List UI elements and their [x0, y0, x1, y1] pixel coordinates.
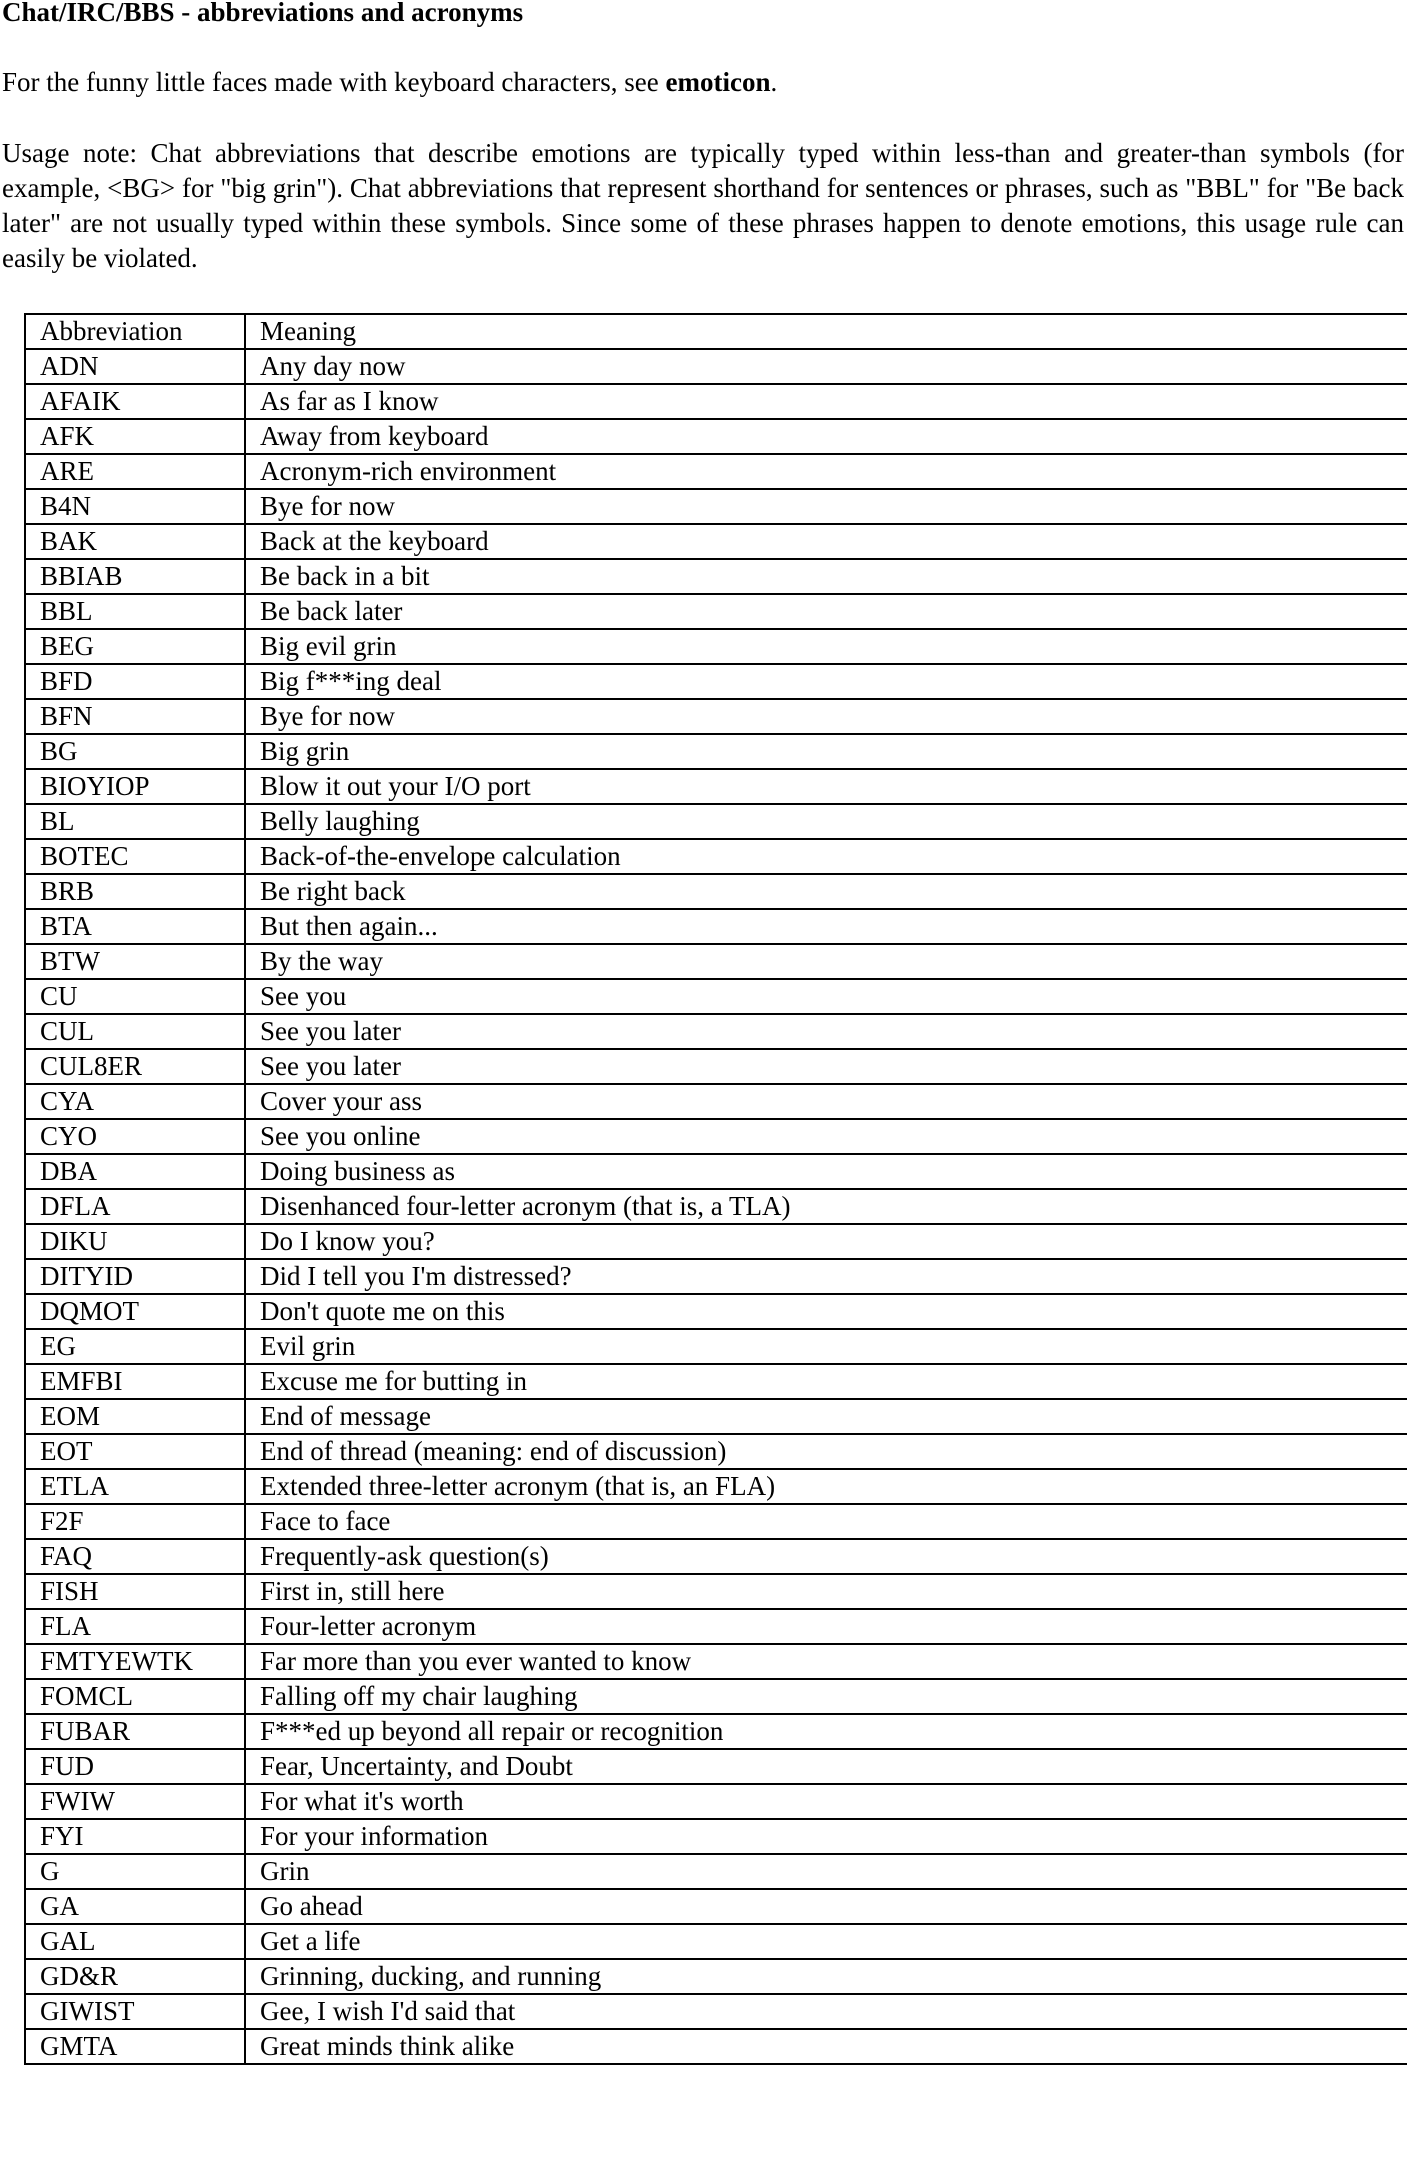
abbreviation-cell: ARE — [25, 454, 245, 489]
meaning-cell: Did I tell you I'm distressed? — [245, 1259, 1407, 1294]
table-row — [25, 1259, 1407, 1294]
table-row — [25, 1959, 1407, 1994]
intro-paragraph — [2, 64, 1402, 100]
table-row — [25, 524, 1407, 559]
meaning-cell: Any day now — [245, 349, 1407, 384]
table-row — [25, 1049, 1407, 1084]
meaning-cell: See you later — [245, 1049, 1407, 1084]
abbreviation-cell: BTW — [25, 944, 245, 979]
meaning-cell: First in, still here — [245, 1574, 1407, 1609]
table-row — [25, 629, 1407, 664]
table-row — [25, 1714, 1407, 1749]
meaning-cell: See you online — [245, 1119, 1407, 1154]
meaning-cell: Grinning, ducking, and running — [245, 1959, 1407, 1994]
abbreviation-cell: FOMCL — [25, 1679, 245, 1714]
table-row — [25, 1784, 1407, 1819]
meaning-cell: End of thread (meaning: end of discussion) — [245, 1434, 1407, 1469]
meaning-cell: Evil grin — [245, 1329, 1407, 1364]
table-row — [25, 1609, 1407, 1644]
abbreviation-cell: FWIW — [25, 1784, 245, 1819]
meaning-cell: Away from keyboard — [245, 419, 1407, 454]
table-row — [25, 979, 1407, 1014]
table-row — [25, 384, 1407, 419]
abbreviation-cell: GIWIST — [25, 1994, 245, 2029]
table-row — [25, 839, 1407, 874]
abbreviation-cell: FMTYEWTK — [25, 1644, 245, 1679]
abbreviation-cell: BBL — [25, 594, 245, 629]
table-row — [25, 454, 1407, 489]
meaning-cell: Back-of-the-envelope calculation — [245, 839, 1407, 874]
abbreviation-cell: GMTA — [25, 2029, 245, 2064]
table-header-row — [25, 314, 1407, 349]
table-row — [25, 1574, 1407, 1609]
meaning-cell: Excuse me for butting in — [245, 1364, 1407, 1399]
table-row — [25, 1539, 1407, 1574]
abbreviation-cell: DBA — [25, 1154, 245, 1189]
meaning-cell: Grin — [245, 1854, 1407, 1889]
abbreviation-cell: DFLA — [25, 1189, 245, 1224]
intro-period: . — [770, 67, 778, 97]
abbreviation-cell: CU — [25, 979, 245, 1014]
meaning-cell: Face to face — [245, 1504, 1407, 1539]
table-row — [25, 1749, 1407, 1784]
abbreviation-cell: CYO — [25, 1119, 245, 1154]
table-row — [25, 1364, 1407, 1399]
abbreviation-cell: FUD — [25, 1749, 245, 1784]
abbreviation-cell: CUL8ER — [25, 1049, 245, 1084]
meaning-cell: Cover your ass — [245, 1084, 1407, 1119]
usage-note-paragraph: Usage note: Chat abbreviations that describe emotions are typically typed within less-than and greater-than symbols (for example, <BG> for "big grin"). Chat abbreviations that represent shorthand for sentences or phrases, such as "BBL" for "Be back later" are not usually typed within these symbols. Since some of these phrases happen to denote emotions, this usage rule can easily be violated. — [2, 138, 1404, 273]
meaning-cell: Go ahead — [245, 1889, 1407, 1924]
abbreviation-cell: EMFBI — [25, 1364, 245, 1399]
header-abbreviation: Abbreviation — [25, 314, 245, 349]
abbreviation-cell: BG — [25, 734, 245, 769]
header-meaning: Meaning — [245, 314, 1407, 349]
meaning-cell: Gee, I wish I'd said that — [245, 1994, 1407, 2029]
abbreviation-cell: BRB — [25, 874, 245, 909]
abbreviation-cell: GD&R — [25, 1959, 245, 1994]
meaning-cell: Bye for now — [245, 699, 1407, 734]
meaning-cell: But then again... — [245, 909, 1407, 944]
meaning-cell: End of message — [245, 1399, 1407, 1434]
table-row — [25, 1644, 1407, 1679]
meaning-cell: Far more than you ever wanted to know — [245, 1644, 1407, 1679]
abbreviation-cell: ETLA — [25, 1469, 245, 1504]
abbreviation-cell: DQMOT — [25, 1294, 245, 1329]
abbreviation-cell: CYA — [25, 1084, 245, 1119]
meaning-cell: Blow it out your I/O port — [245, 769, 1407, 804]
abbreviations-table — [24, 313, 1407, 2065]
abbreviation-cell: BFN — [25, 699, 245, 734]
abbreviation-cell: BIOYIOP — [25, 769, 245, 804]
meaning-cell: See you — [245, 979, 1407, 1014]
meaning-cell: See you later — [245, 1014, 1407, 1049]
abbreviation-cell: BBIAB — [25, 559, 245, 594]
table-row — [25, 804, 1407, 839]
meaning-cell: By the way — [245, 944, 1407, 979]
meaning-cell: Be back in a bit — [245, 559, 1407, 594]
table-row — [25, 1679, 1407, 1714]
meaning-cell: For what it's worth — [245, 1784, 1407, 1819]
table-row — [25, 1924, 1407, 1959]
meaning-cell: Extended three-letter acronym (that is, an FLA) — [245, 1469, 1407, 1504]
meaning-cell: Do I know you? — [245, 1224, 1407, 1259]
abbreviation-cell: ADN — [25, 349, 245, 384]
meaning-cell: Frequently-ask question(s) — [245, 1539, 1407, 1574]
table-row — [25, 769, 1407, 804]
meaning-cell: Bye for now — [245, 489, 1407, 524]
meaning-cell: Belly laughing — [245, 804, 1407, 839]
emoticon-link[interactable]: emoticon — [665, 67, 771, 97]
abbreviation-cell: GA — [25, 1889, 245, 1924]
table-row — [25, 559, 1407, 594]
meaning-cell: F***ed up beyond all repair or recognition — [245, 1714, 1407, 1749]
table-row — [25, 1154, 1407, 1189]
abbreviation-cell: BEG — [25, 629, 245, 664]
meaning-cell: Four-letter acronym — [245, 1609, 1407, 1644]
table-row — [25, 874, 1407, 909]
table-row — [25, 594, 1407, 629]
abbreviation-cell: F2F — [25, 1504, 245, 1539]
abbreviation-cell: G — [25, 1854, 245, 1889]
abbreviation-cell: EOM — [25, 1399, 245, 1434]
meaning-cell: Get a life — [245, 1924, 1407, 1959]
meaning-cell: Be right back — [245, 874, 1407, 909]
table-row — [25, 1399, 1407, 1434]
table-row — [25, 1994, 1407, 2029]
table-row — [25, 1504, 1407, 1539]
table-row — [25, 1119, 1407, 1154]
abbreviation-cell: CUL — [25, 1014, 245, 1049]
meaning-cell: Don't quote me on this — [245, 1294, 1407, 1329]
meaning-cell: Be back later — [245, 594, 1407, 629]
abbreviation-cell: FLA — [25, 1609, 245, 1644]
table-row — [25, 1854, 1407, 1889]
abbreviation-cell: EG — [25, 1329, 245, 1364]
table-row — [25, 1889, 1407, 1924]
table-row — [25, 1014, 1407, 1049]
abbreviation-cell: EOT — [25, 1434, 245, 1469]
intro-text: For the funny little faces made with keyboard characters, see — [2, 67, 666, 97]
table-row — [25, 1189, 1407, 1224]
table-row — [25, 419, 1407, 454]
abbreviation-cell: FUBAR — [25, 1714, 245, 1749]
meaning-cell: Big f***ing deal — [245, 664, 1407, 699]
meaning-cell: Great minds think alike — [245, 2029, 1407, 2064]
abbreviation-cell: FAQ — [25, 1539, 245, 1574]
table-row — [25, 349, 1407, 384]
abbreviation-cell: BFD — [25, 664, 245, 699]
meaning-cell: Back at the keyboard — [245, 524, 1407, 559]
abbreviation-cell: BAK — [25, 524, 245, 559]
abbreviations-table-body — [25, 314, 1407, 2064]
abbreviation-cell: BOTEC — [25, 839, 245, 874]
table-row — [25, 2029, 1407, 2064]
abbreviation-cell: DIKU — [25, 1224, 245, 1259]
abbreviation-cell: GAL — [25, 1924, 245, 1959]
meaning-cell: For your information — [245, 1819, 1407, 1854]
abbreviation-cell: BL — [25, 804, 245, 839]
table-row — [25, 489, 1407, 524]
table-row — [25, 1084, 1407, 1119]
table-row — [25, 944, 1407, 979]
meaning-cell: Big grin — [245, 734, 1407, 769]
abbreviation-cell: FYI — [25, 1819, 245, 1854]
meaning-cell: Doing business as — [245, 1154, 1407, 1189]
abbreviation-cell: BTA — [25, 909, 245, 944]
table-row — [25, 1469, 1407, 1504]
abbreviation-cell: AFAIK — [25, 384, 245, 419]
meaning-cell: Fear, Uncertainty, and Doubt — [245, 1749, 1407, 1784]
abbreviation-cell: B4N — [25, 489, 245, 524]
abbreviation-cell: AFK — [25, 419, 245, 454]
table-row — [25, 909, 1407, 944]
table-row — [25, 734, 1407, 769]
meaning-cell: Falling off my chair laughing — [245, 1679, 1407, 1714]
table-row — [25, 1819, 1407, 1854]
meaning-cell: Big evil grin — [245, 629, 1407, 664]
document-title: Chat/IRC/BBS - abbreviations and acronyms — [2, 0, 524, 27]
table-row — [25, 1294, 1407, 1329]
abbreviation-cell: FISH — [25, 1574, 245, 1609]
abbreviation-cell: DITYID — [25, 1259, 245, 1294]
table-row — [25, 1224, 1407, 1259]
table-row — [25, 1434, 1407, 1469]
table-row — [25, 664, 1407, 699]
meaning-cell: Disenhanced four-letter acronym (that is, a TLA) — [245, 1189, 1407, 1224]
table-row — [25, 699, 1407, 734]
meaning-cell: As far as I know — [245, 384, 1407, 419]
meaning-cell: Acronym-rich environment — [245, 454, 1407, 489]
table-row — [25, 1329, 1407, 1364]
